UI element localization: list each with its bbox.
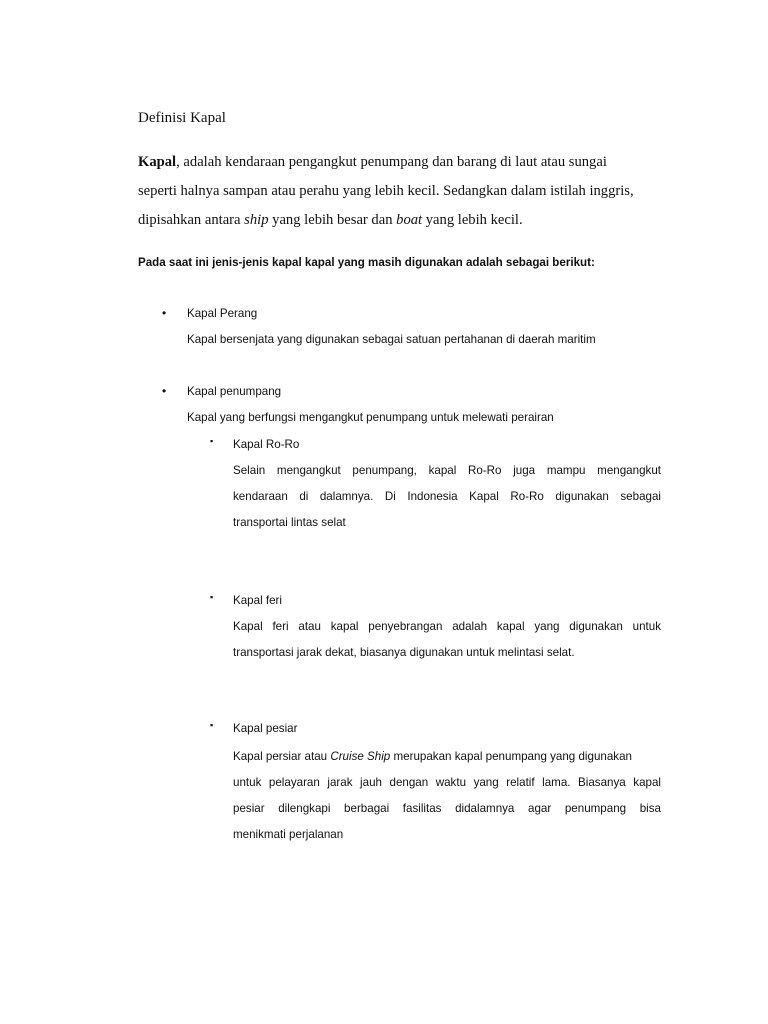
bullet-dot-icon: • bbox=[162, 384, 167, 398]
sublist-item-title: Kapal feri bbox=[233, 594, 282, 607]
sublist-item-line: Selain mengangkut penumpang, kapal Ro-Ro juga mampu mengangkut bbox=[233, 464, 661, 477]
sublist-item-line: kendaraan di dalamnya. Di Indonesia Kapal Ro-Ro digunakan sebagai bbox=[233, 490, 661, 503]
bullet-square-icon: ▪ bbox=[210, 436, 214, 446]
sublist-item-line: transportasi jarak dekat, biasanya digunakan untuk melintasi selat. bbox=[233, 646, 575, 659]
definition-term: Kapal bbox=[138, 154, 177, 170]
sublist-item-title: Kapal pesiar bbox=[233, 722, 298, 735]
definition-paragraph bbox=[138, 148, 638, 235]
page-title: Definisi Kapal bbox=[138, 110, 226, 126]
definition-line-2: seperti halnya sampan atau perahu yang lebih kecil. Sedangkan dalam istilah inggris, bbox=[138, 183, 634, 199]
sublist-item-line: transportai lintas selat bbox=[233, 516, 346, 529]
list-item-desc: Kapal yang berfungsi mengangkut penumpang untuk melewati perairan bbox=[187, 411, 554, 424]
bullet-square-icon: ▪ bbox=[210, 592, 214, 602]
definition-line-1: Kapal, adalah kendaraan pengangkut penumpang dan barang di laut atau sungai bbox=[138, 154, 607, 170]
sublist-item-line: pesiar dilengkapi berbagai fasilitas didalamnya agar penumpang bisa bbox=[233, 802, 661, 815]
sublist-item-line: untuk pelayaran jarak jauh dengan waktu yang relatif lama. Biasanya kapal bbox=[233, 776, 661, 789]
list-item-title: Kapal Perang bbox=[187, 307, 258, 320]
sublist-item-line: Kapal persiar atau Cruise Ship merupakan kapal penumpang yang digunakan bbox=[233, 750, 632, 763]
bullet-dot-icon: • bbox=[162, 306, 167, 320]
sublist-item-title: Kapal Ro-Ro bbox=[233, 438, 300, 451]
list-item-desc: Kapal bersenjata yang digunakan sebagai satuan pertahanan di daerah maritim bbox=[187, 333, 596, 346]
sublist-item-line: menikmati perjalanan bbox=[233, 828, 344, 841]
intro-text: Pada saat ini jenis-jenis kapal kapal yang masih digunakan adalah sebagai berikut: bbox=[138, 256, 595, 269]
definition-line-3: dipisahkan antara ship yang lebih besar dan boat yang lebih kecil. bbox=[138, 212, 523, 228]
sublist-item-line: Kapal feri atau kapal penyebrangan adalah kapal yang digunakan untuk bbox=[233, 620, 661, 633]
bullet-square-icon: ▪ bbox=[210, 720, 214, 730]
list-item-title: Kapal penumpang bbox=[187, 385, 282, 398]
